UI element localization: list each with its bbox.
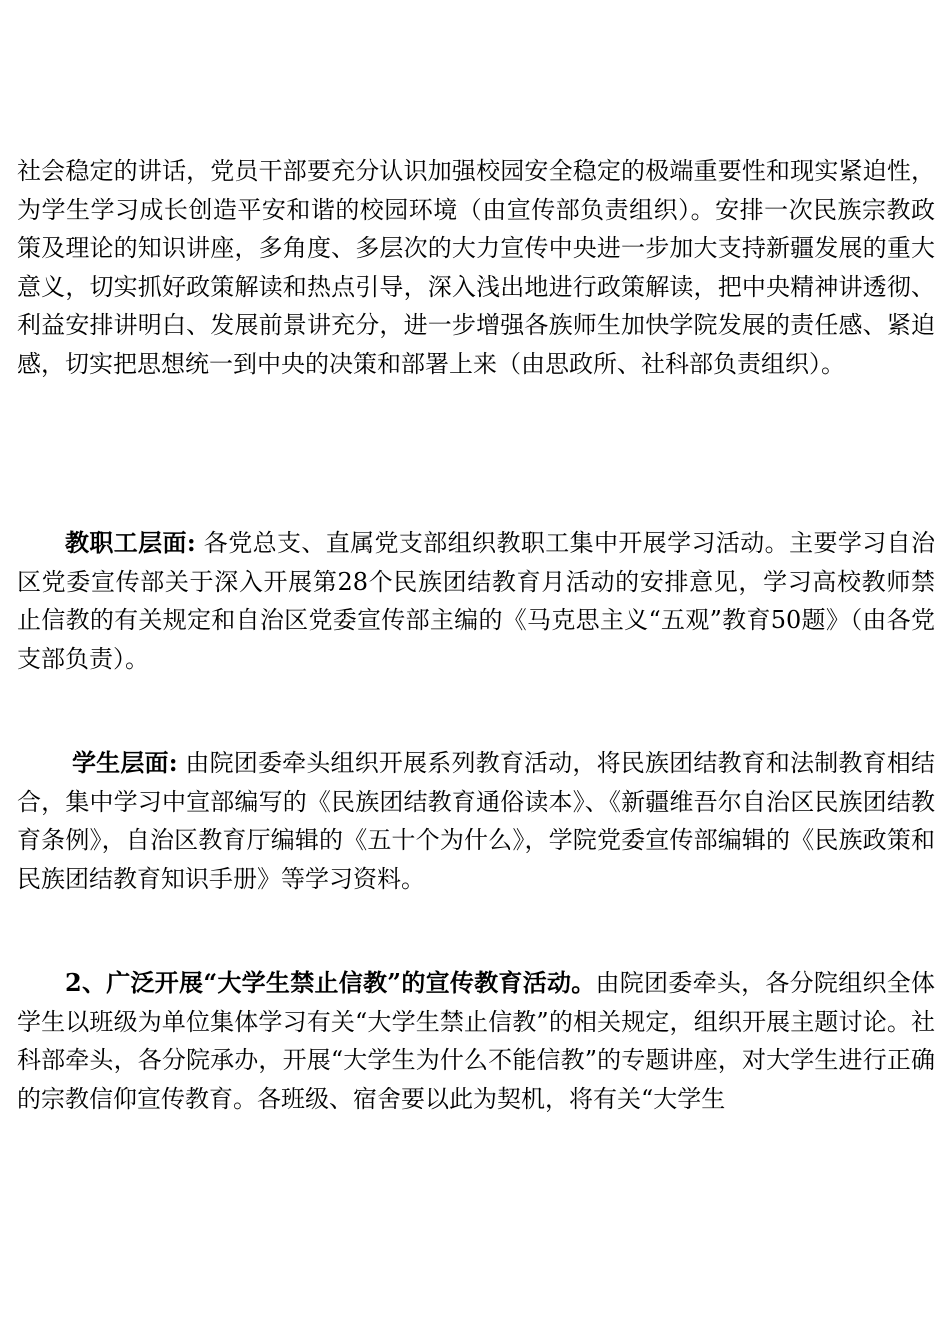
- paragraph-text: 由院团委牵头组织开展系列教育活动，将民族团结教育和法制教育相结合，集中学习中宣部编写的《民族团结教育通俗读本》、《新疆维吾尔自治区民族团结教育条例》，自治区教育厅编辑的《五十个为什么》，学院党委宣传部编辑的《民族政策和民族团结教育知识手册》等学习资料。: [17, 749, 935, 893]
- paragraph-text: 社会稳定的讲话，党员干部要充分认识加强校园安全稳定的极端重要性和现实紧迫性，为学生学习成长创造平安和谐的校园环境（由宣传部负责组织）。安排一次民族宗教政策及理论的知识讲座，多角度、多层次的大力宣传中央进一步加大支持新疆发展的重大意义，切实抓好政策解读和热点引导，深入浅出地进行政策解读，把中央精神讲透彻、利益安排讲明白、发展前景讲充分，进一步增强各族师生加快学院发展的责任感、紧迫感，切实把思想统一到中央的决策和部署上来（由思政所、社科部负责组织）。: [17, 157, 935, 378]
- paragraph-heading-item-2: 2、广泛开展“大学生禁止信教”的宣传教育活动。: [65, 968, 596, 997]
- paragraph-heading-students: 学生层面:: [72, 748, 178, 777]
- paragraph-student-level: [17, 744, 935, 898]
- paragraph-religion-education: [17, 964, 935, 1118]
- paragraph-text: 由院团委牵头，各分院组织全体学生以班级为单位集体学习有关“大学生禁止信教”的相关规定，组织开展主题讨论。社科部牵头，各分院承办，开展“大学生为什么不能信教”的专题讲座，对大学生进行正确的宗教信仰宣传教育。各班级、宿舍要以此为契机，将有关“大学生: [17, 969, 935, 1113]
- paragraph-staff-level: [17, 524, 935, 678]
- paragraph-campus-stability: [17, 152, 935, 383]
- paragraph-text: 各党总支、直属党支部组织教职工集中开展学习活动。主要学习自治区党委宣传部关于深入开展第28个民族团结教育月活动的安排意见，学习高校教师禁止信教的有关规定和自治区党委宣传部主编的《马克思主义“五观”教育50题》（由各党支部负责）。: [17, 529, 935, 673]
- paragraph-heading-staff: 教职工层面:: [65, 528, 196, 557]
